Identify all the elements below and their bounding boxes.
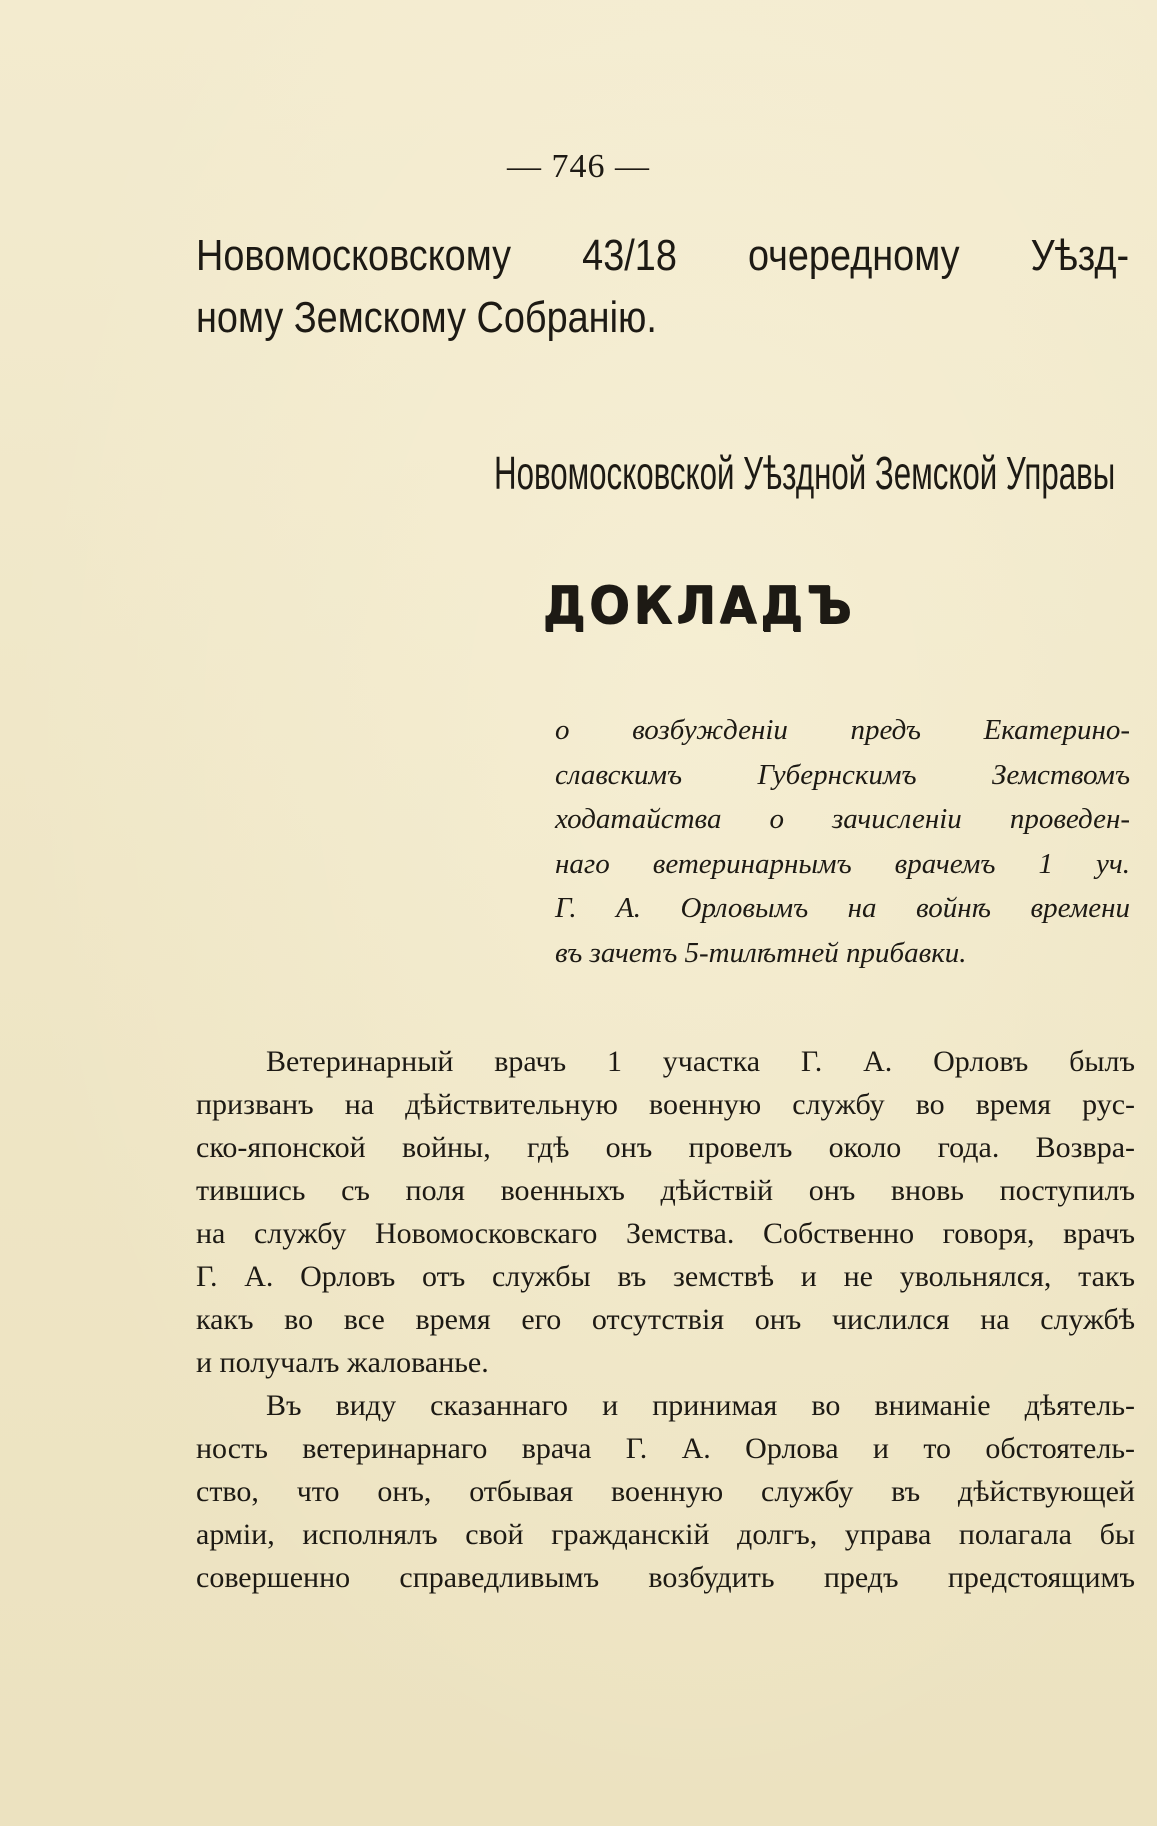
- paragraph-line: арміи, исполнялъ свой гражданскій долгъ, управа полагала бы: [196, 1518, 1135, 1551]
- paragraph-line: совершенно справедливымъ возбудить предъ предстоящимъ: [196, 1561, 1135, 1594]
- subject-line: славскимъ Губернскимъ Земствомъ: [555, 758, 1130, 791]
- subject-line: Г. А. Орловымъ на войнѣ времени: [555, 892, 1130, 924]
- paragraph-1: [196, 1040, 1135, 1384]
- paragraph-line: тившись съ поля военныхъ дѣйствій онъ вновь поступилъ: [196, 1174, 1135, 1207]
- paragraph-line: Ветеринарный врачъ 1 участка Г. А. Орловъ былъ: [266, 1045, 1135, 1078]
- subject-line: ходатайства о зачисленіи проведен-: [555, 803, 1130, 835]
- paragraph-line: на службу Новомосковскаго Земства. Собственно говоря, врачъ: [196, 1217, 1135, 1250]
- body-text: [196, 1040, 1135, 1599]
- report-title-block: [0, 576, 1157, 636]
- paragraph-line: Въ виду сказаннаго и принимая во вниманіе дѣятель-: [266, 1389, 1135, 1422]
- paragraph-line: какъ во все время его отсутствія онъ числился на службѣ: [196, 1303, 1135, 1336]
- subject-line: о возбужденіи предъ Екатерино-: [555, 714, 1130, 746]
- paragraph-2: [196, 1384, 1135, 1599]
- report-subject: [555, 708, 1130, 975]
- paragraph-line: ство, что онъ, отбывая военную службу въ дѣйствующей: [196, 1475, 1135, 1508]
- subject-line: наго ветеринарнымъ врачемъ 1 уч.: [555, 847, 1130, 880]
- subject-line: въ зачетъ 5-тилѣтней прибавки.: [555, 936, 967, 969]
- page-number: — 746 —: [507, 148, 650, 185]
- addressee-line-2: ному Земскому Собранію.: [196, 293, 657, 342]
- paragraph-line: ность ветеринарнаго врача Г. А. Орлова и то обстоятель-: [196, 1432, 1135, 1465]
- paragraph-line: ско-японской войны, гдѣ онъ провелъ около года. Возвра-: [196, 1131, 1135, 1164]
- addressee-heading: [196, 225, 1130, 349]
- paragraph-line: призванъ на дѣйствительную военную службу во время рус-: [196, 1088, 1135, 1121]
- paragraph-line: Г. А. Орловъ отъ службы въ земствѣ и не увольнялся, такъ: [196, 1260, 1135, 1293]
- board-heading: Новомосковской Уѣздной Земской Управы: [494, 447, 1116, 499]
- paragraph-line: и получалъ жалованье.: [196, 1346, 489, 1379]
- addressee-line-1: Новомосковскому 43/18 очередному Уѣзд-: [196, 231, 1130, 280]
- report-title: ДОКЛАДЪ: [542, 576, 855, 636]
